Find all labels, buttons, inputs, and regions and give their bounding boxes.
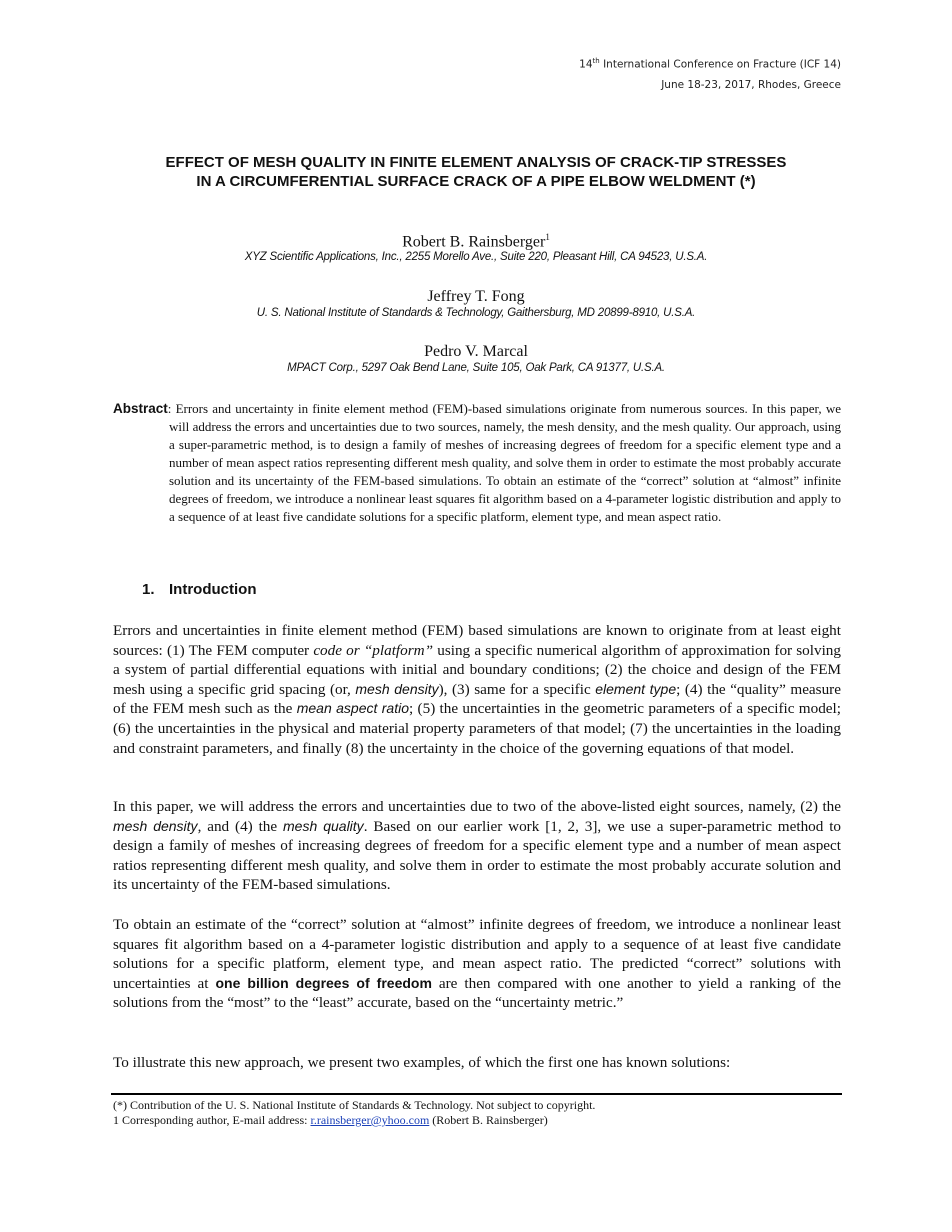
author-2-name: Jeffrey T. Fong [427, 288, 525, 305]
paper-title [100, 153, 852, 191]
p3-bold-billion-dof: one billion degrees of freedom [215, 974, 432, 991]
abstract-text: : Errors and uncertainty in finite element method (FEM)-based simulations originate from numerous sources. In this paper, we will address the errors and uncertainties due to two sources, namely, the mesh density, and the mesh quality. Our approach, using a super-parametric method, is to design a family of meshes of increasing degrees of freedom for a specific element type and a number of mean aspect ratios representing different mesh quality, and solve them in order to estimate the most probably accurate solution and its uncertainty of the FEM-based simulations. To obtain an estimate of the “correct” solution at “almost” infinite degrees of freedom, we introduce a nonlinear least squares fit algorithm based on a 4-parameter logistic distribution and apply to a sequence of at least five candidate solutions for a specific platform, element type, and mean aspect ratio. [167, 401, 841, 524]
footnote-2 [113, 1113, 548, 1128]
author-3-name: Pedro V. Marcal [424, 343, 528, 360]
conference-name [579, 57, 841, 71]
footnote-1: (*) Contribution of the U. S. National Institute of Standards & Technology. Not subject to copyright. [113, 1098, 596, 1112]
author-3-affiliation: MPACT Corp., 5297 Oak Bend Lane, Suite 105, Oak Park, CA 91377, U.S.A. [287, 362, 665, 374]
p3-text-1: To obtain an estimate of the “correct” solution at “almost” infinite degrees of freedom, we introduce a nonlinear least squares fit algorithm based on a 4-parameter logistic distribution and apply to a sequence of at least five candidate solutions for a specific platform, element type, and mean aspect ratio. The predicted “correct” solutions with uncertainties at [113, 916, 841, 992]
p1-emph-element-type: element type [595, 680, 677, 697]
p1-emph-platform: code or “platform” [313, 641, 434, 659]
author-1-name [100, 232, 852, 251]
p2-text-3: . Based on our earlier work [1, 2, 3], we use a super-parametric method to design a family of meshes of increasing degrees of freedom for a specific element type and a number of mean aspect ratios representing different mesh quality, and solve them in order to estimate the most probably accurate solution and its uncertainty of the FEM-based simulations. [113, 817, 842, 894]
footnote-rule [111, 1093, 842, 1095]
p1-text-2: using a specific numerical algorithm of approximation for solving a system of partial differential equations with initial and boundary conditions; (2) the choice and design of the FEM mesh using a specific grid spacing (or, [113, 641, 841, 698]
p3-text-2: are then compared with one another to yield a ranking of the solutions from the “most” to the “least” accurate, based on the “uncertainty metric.” [113, 974, 841, 1012]
abstract [113, 400, 841, 526]
abstract-label: Abstract [113, 401, 168, 416]
author-1-mark: 1 [545, 232, 550, 242]
paragraph-4: To illustrate this new approach, we present two examples, of which the first one has known solutions: [113, 1054, 731, 1071]
p1-text-5: ; (5) the uncertainties in the geometric parameters of a specific model; (6) the uncertainties in the physical and material property parameters of that model; (7) the uncertainties in the loading and constraint parameters, and finally (8) the uncertainty in the choice of the governing equations of that model. [113, 700, 841, 757]
p1-text-3: ), (3) same for a specific [438, 680, 596, 698]
paragraph-2 [113, 797, 841, 895]
title-line-1: EFFECT OF MESH QUALITY IN FINITE ELEMENT ANALYSIS OF CRACK-TIP STRESSES [165, 154, 787, 171]
footnote-2-prefix: 1 Corresponding author, E-mail address: [113, 1113, 311, 1127]
author-1-affiliation: XYZ Scientific Applications, Inc., 2255 Morello Ave., Suite 220, Pleasant Hill, CA 94523, U.S.A. [244, 251, 708, 263]
p1-text-1: Errors and uncertainties in finite element method (FEM) based simulations are known to originate from at least eight sources: (1) The FEM computer [113, 622, 841, 659]
p2-text-1: In this paper, we will address the errors and uncertainties due to two of the above-listed eight sources, namely, (2) the [113, 798, 841, 815]
footnote-2-suffix: (Robert B. Rainsberger) [429, 1113, 548, 1127]
p2-emph-mesh-quality: mesh quality [283, 817, 364, 834]
p2-emph-mesh-density: mesh density [113, 817, 198, 834]
p2-text-2: , and (4) the [197, 817, 284, 835]
section-title: Introduction [169, 581, 257, 598]
p1-emph-aspect-ratio: mean aspect ratio [296, 700, 410, 717]
email-link[interactable]: r.rainsberger@yhoo.com [310, 1113, 430, 1127]
section-number: 1. [142, 581, 155, 598]
conference-dates: June 18-23, 2017, Rhodes, Greece [661, 79, 841, 91]
author-2-affiliation: U. S. National Institute of Standards & Technology, Gaithersburg, MD 20899-8910, U.S.A. [256, 307, 696, 319]
conference-suffix: th [592, 57, 600, 65]
p1-emph-mesh-density: mesh density [355, 680, 439, 697]
section-heading [142, 581, 256, 598]
title-line-2: IN A CIRCUMFERENTIAL SURFACE CRACK OF A PIPE ELBOW WELDMENT (*) [196, 173, 756, 190]
paragraph-1 [113, 621, 841, 758]
conference-number: 14 [579, 58, 593, 71]
author-1-text: Robert B. Rainsberger [402, 233, 546, 251]
p1-text-4: ; (4) the “quality” measure of the FEM mesh such as the [113, 680, 841, 718]
paragraph-3 [113, 915, 841, 1013]
conference-title: International Conference on Fracture (ICF 14) [599, 58, 841, 71]
